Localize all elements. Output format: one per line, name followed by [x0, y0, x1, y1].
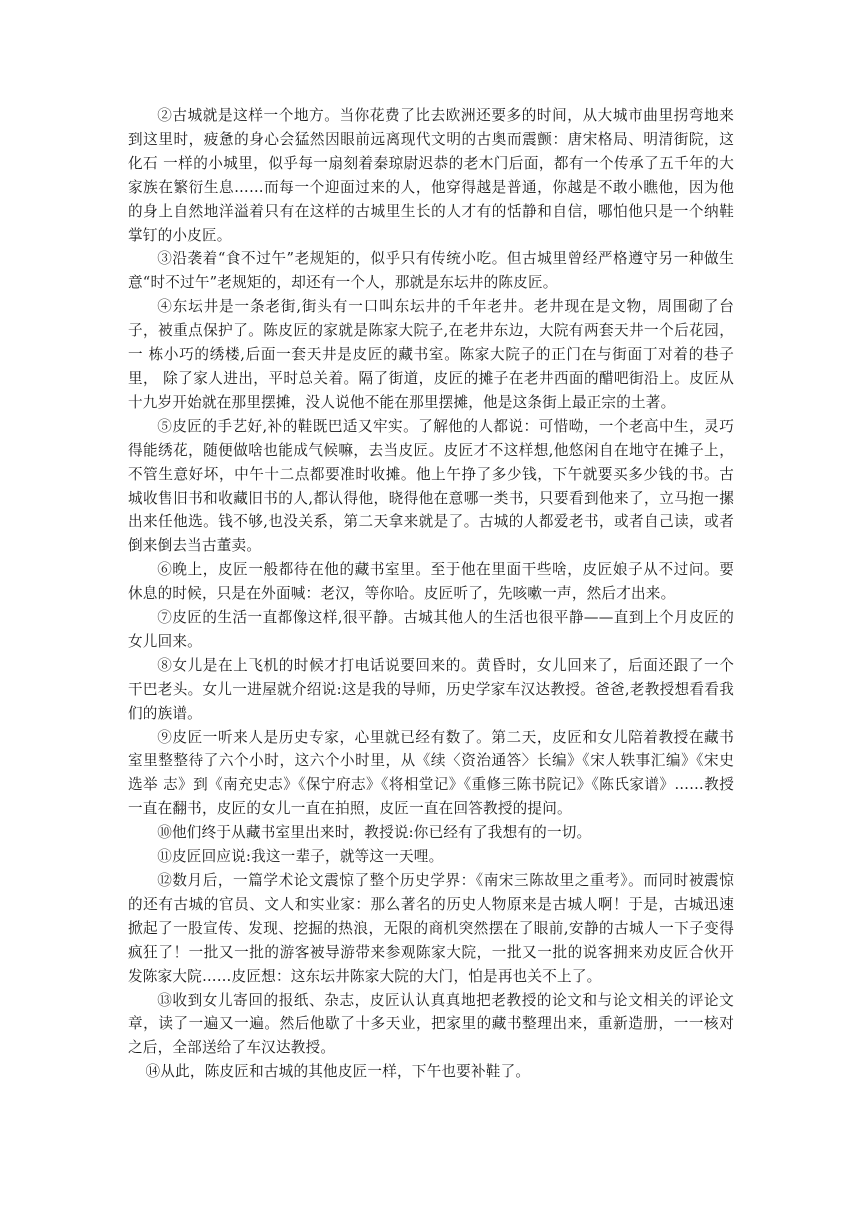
- paragraph-14: ⑭从此，陈皮匠和古城的其他皮匠一样，下午也要补鞋了。: [145, 1063, 531, 1081]
- paragraph-5: ⑤皮匠的手艺好,补的鞋既巴适又牢实。了解他的人都说：可惜呦，一个老高中生，灵巧得能绣花，随便做啥也能成气候嘛，去当皮匠。皮匠才不这样想,他悠闲自在地守在摊子上，不管生意好坏，中午十二点都要准时收摊。他上午挣了多少钱，下午就要买多少钱的书。古城收售旧书和收藏旧书的人,都认得他，晓得他在意哪一类书，只要看到他来了，立马抱一摞出来任他选。钱不够,也没关系，第二天拿来就是了。古城的人都爱老书，或者自己读，或者倒来倒去当古董卖。: [128, 417, 734, 555]
- paragraph-6: ⑥晚上，皮匠一般都待在他的藏书室里。至于他在里面干些啥，皮匠娘子从不过问。要休息的时候，只是在外面喊：老汉，等你哈。皮匠听了，先咳嗽一声，然后才出来。: [128, 561, 734, 603]
- paragraph-4: ④东坛井是一条老街,街头有一口叫东坛井的千年老井。老井现在是文物，周围砌了台子，被重点保护了。陈皮匠的家就是陈家大院子,在老井东边，大院有两套天井一个后花园，一 栋小巧的绣楼,后面一套天井是皮匠的藏书室。陈家大院子的正门在与街面丁对着的巷子里， 除了家人进出，平时总关着。隔了街道，皮匠的摊子在老井西面的醋吧街沿上。皮匠从十九岁开始就在那里摆摊，没人说他不能在那里摆摊，他是这条街上最正宗的土著。: [128, 298, 734, 411]
- paragraph-2: ②古城就是这样一个地方。当你花费了比去欧洲还要多的时间，从大城市曲里拐弯地来到这里时，疲惫的身心会猛然因眼前远离现代文明的古奥而震颤：唐宋格局、明清街院，这化石 一样的小城里，似乎每一扇刻着秦琼尉迟恭的老木门后面，都有一个传承了五千年的大家族在繁衍生息……而每一个迎面过来的人，他穿得越是普通，你越是不敢小瞧他，因为他的身上自然地洋溢着只有在这样的古城里生长的人才有的恬静和自信，哪怕他只是一个纳鞋掌钉的小皮匠。: [128, 107, 734, 244]
- paragraph-12: ⑫数月后，一篇学术论文震惊了整个历史学界：《南宋三陈故里之重考》。而同时被震惊的还有古城的官员、文人和实业家：那么著名的历史人物原来是古城人啊！于是，古城迅速掀起了一股宣传、发现、挖掘的热浪，无限的商机突然摆在了眼前,安静的古城人一下子变得疯狂了！一批又一批的游客被导游带来参观陈家大院，一批又一批的说客拥来劝皮匠合伙开发陈家大院……皮匠想：这东坛井陈家大院的大门，怕是再也关不上了。: [128, 872, 734, 985]
- paragraph-13: ⑬收到女儿寄回的报纸、杂志，皮匠认认真真地把老教授的论文和与论文相关的评论文章，读了一遍又一遍。然后他歇了十多天业，把家里的藏书整理出来，重新造册，一一核对之后，全部送给了车汉达教授。: [128, 991, 734, 1057]
- paragraph-3: ③沿袭着“食不过午”老规矩的，似乎只有传统小吃。但古城里曾经严格遵守另一种做生意“时不过午”老规矩的，却还有一个人，那就是东坛井的陈皮匠。: [128, 250, 734, 292]
- paragraph-11: ⑪皮匠回应说:我这一辈子，就等这一天哩。: [157, 848, 444, 866]
- paragraph-7: ⑦皮匠的生活一直都像这样,很平静。古城其他人的生活也很平静——直到上个月皮匠的女儿回来。: [128, 609, 734, 650]
- story-body: [128, 104, 734, 1084]
- paragraph-10: ⑩他们终于从藏书室里出来时，教授说:你已经有了我想有的一切。: [157, 824, 592, 842]
- paragraph-9: ⑨皮匠一听来人是历史专家，心里就已经有数了。第二天，皮匠和女儿陪着教授在藏书室里整整待了六个小时，这六个小时里，从《续〈资治通答〉长编》《宋人轶事汇编》《宋史选举 志》到《南充史志》《保宁府志》《将相堂记》《重修三陈书院记》《陈氏家谱》……教授一直在翻书，皮匠的女儿一直在拍照，皮匠一直在回答教授的提问。: [128, 728, 734, 818]
- paragraph-8: ⑧女儿是在上飞机的时候才打电话说要回来的。黄昏时，女儿回来了，后面还跟了一个干巴老头。女儿一进屋就介绍说:这是我的导师，历史学家车汉达教授。爸爸,老教授想看看我们的族谱。: [128, 656, 734, 722]
